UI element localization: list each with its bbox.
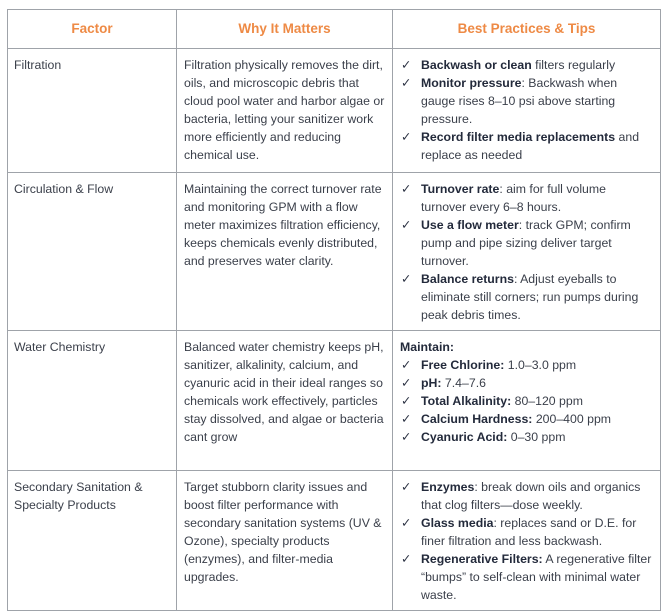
tip-item — [400, 410, 654, 428]
table-row-secondary-sanitation — [8, 471, 661, 611]
tip-item — [400, 374, 654, 392]
tip-text: 80–120 ppm — [511, 394, 583, 408]
tip-label: Enzymes — [421, 480, 475, 494]
maintain-heading: Maintain: — [400, 340, 454, 354]
tip-text: : Backwash when gauge rises 8–10 psi above starting pressure. — [421, 76, 618, 126]
tip-label: pH: — [421, 376, 442, 390]
tip-label: Record filter media replacements — [421, 130, 616, 144]
factor-cell: Filtration — [8, 49, 177, 173]
factor-cell: Circulation & Flow — [8, 173, 177, 331]
tip-label: Monitor pressure — [421, 76, 522, 90]
why-cell: Maintaining the correct turnover rate and monitoring GPM with a flow meter maximizes filtration efficiency, keeps chemicals evenly distributed, and preserves water clarity. — [177, 173, 393, 331]
tip-item — [400, 478, 654, 514]
tip-item — [400, 128, 654, 164]
factor-cell: Secondary Sanitation & Specialty Products — [8, 471, 177, 611]
tip-text: : track GPM; confirm pump and pipe sizing deliver target turnover. — [421, 218, 631, 268]
header-why-it-matters: Why It Matters — [177, 10, 393, 49]
header-best-practices: Best Practices & Tips — [393, 10, 661, 49]
tip-item — [400, 270, 654, 324]
table-row-filtration — [8, 49, 661, 173]
tip-label: Regenerative Filters: — [421, 552, 543, 566]
tip-text: : Adjust eyeballs to eliminate still corners; run pumps during peak debris times. — [421, 272, 639, 322]
tip-text: 200–400 ppm — [532, 412, 612, 426]
tip-item — [400, 514, 654, 550]
tip-text: A regenerative filter “bumps” to self-clean with minimal water waste. — [421, 552, 652, 602]
tips-cell — [393, 49, 661, 173]
tip-label: Turnover rate — [421, 182, 500, 196]
tip-item — [400, 180, 654, 216]
tip-text: filters regularly — [531, 58, 616, 72]
tip-text: and replace as needed — [421, 130, 640, 162]
tip-label: Balance returns — [421, 272, 514, 286]
tip-label: Use a flow meter — [421, 218, 519, 232]
tips-list — [400, 56, 654, 164]
table-header — [8, 10, 661, 49]
table-row-water-chemistry — [8, 331, 661, 471]
tip-text: : break down oils and organics that clog filters—dose weekly. — [421, 480, 641, 512]
tip-text: 7.4–7.6 — [441, 376, 486, 390]
tip-label: Free Chlorine: — [421, 358, 505, 372]
why-cell: Target stubborn clarity issues and boost filter performance with secondary sanitation systems (UV & Ozone), specialty products (enzymes), and filter-media upgrades. — [177, 471, 393, 611]
tip-item — [400, 216, 654, 270]
tip-label: Backwash or clean — [421, 58, 532, 72]
tips-cell — [393, 471, 661, 611]
tip-label: Total Alkalinity: — [421, 394, 512, 408]
tips-list — [400, 180, 654, 324]
factor-cell: Water Chemistry — [8, 331, 177, 471]
why-cell: Balanced water chemistry keeps pH, sanitizer, alkalinity, calcium, and cyanuric acid in their ideal ranges so chemicals work effectively, particles stay dissolved, and algae or bacteria cant grow — [177, 331, 393, 471]
tips-list — [400, 356, 654, 446]
pool-care-table — [7, 9, 661, 611]
tip-item — [400, 356, 654, 374]
tip-text: 1.0–3.0 ppm — [504, 358, 577, 372]
tip-item — [400, 56, 654, 74]
tip-label: Glass media — [421, 516, 494, 530]
tip-item — [400, 392, 654, 410]
tip-text: : aim for full volume turnover every 6–8 hours. — [421, 182, 606, 214]
header-factor: Factor — [8, 10, 177, 49]
table-row-circulation — [8, 173, 661, 331]
tips-cell — [393, 331, 661, 471]
tips-cell — [393, 173, 661, 331]
tips-list — [400, 478, 654, 604]
tip-item — [400, 74, 654, 128]
tip-label: Cyanuric Acid: — [421, 430, 508, 444]
tip-text: 0–30 ppm — [507, 430, 566, 444]
tip-label: Calcium Hardness: — [421, 412, 533, 426]
header-row — [8, 10, 661, 49]
tip-item — [400, 428, 654, 446]
tip-text: : replaces sand or D.E. for finer filtration and less backwash. — [421, 516, 637, 548]
why-cell: Filtration physically removes the dirt, oils, and microscopic debris that cloud pool water and harbor algae or bacteria, letting your sanitizer work more efficiently and reducing chemical use. — [177, 49, 393, 173]
tip-item — [400, 550, 654, 604]
